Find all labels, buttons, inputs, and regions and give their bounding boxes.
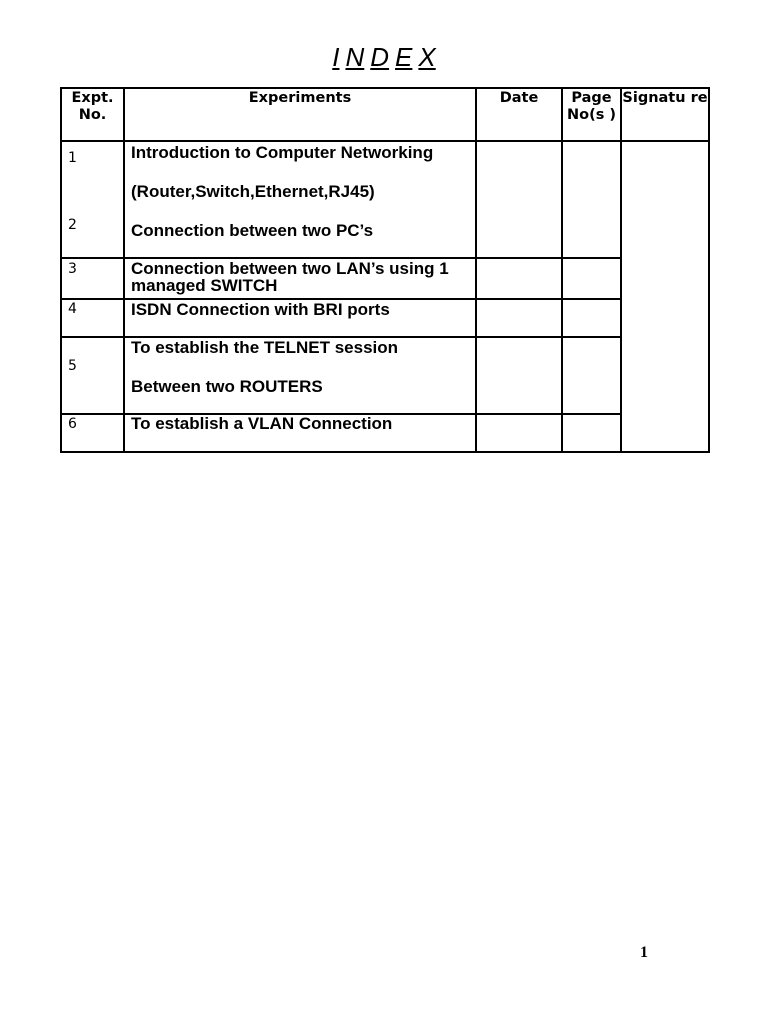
table-row: [61, 258, 709, 299]
experiment-text: Introduction to Computer Networking: [131, 143, 434, 162]
table-row: [61, 299, 709, 337]
experiment-text: Between two ROUTERS: [131, 377, 323, 396]
experiment-text: ISDN Connection with BRI ports: [131, 300, 390, 319]
date-cell: [476, 337, 562, 414]
header-page-nos: Page No(s ): [562, 88, 621, 141]
expt-no-cell: [61, 337, 124, 414]
page-cell: [562, 337, 621, 414]
page-cell: [562, 414, 621, 452]
index-title: [0, 42, 768, 73]
header-date: Date: [476, 88, 562, 141]
expt-no-cell: [61, 299, 124, 337]
expt-no-cell: [61, 141, 124, 258]
page-cell: [562, 141, 621, 258]
experiment-cell: [124, 141, 476, 258]
title-letter: I: [332, 42, 340, 72]
date-cell: [476, 414, 562, 452]
header-experiments: Experiments: [124, 88, 476, 141]
experiment-cell: [124, 337, 476, 414]
experiment-text: To establish a VLAN Connection: [131, 414, 393, 433]
expt-no: 6: [68, 416, 77, 432]
expt-no-cell: [61, 258, 124, 299]
signature-cell: [621, 141, 709, 452]
table-row: [61, 141, 709, 258]
title-letter: X: [418, 42, 436, 72]
table-row: [61, 414, 709, 452]
experiment-cell: [124, 299, 476, 337]
expt-no: 3: [68, 261, 77, 277]
title-letter: N: [345, 42, 365, 72]
page-cell: [562, 299, 621, 337]
expt-no: 2: [68, 217, 77, 233]
date-cell: [476, 258, 562, 299]
title-letter: D: [370, 42, 390, 72]
experiment-cell: [124, 258, 476, 299]
expt-no: 1: [68, 150, 77, 166]
experiment-text: Connection between two LAN’s using 1 managed SWITCH: [131, 259, 449, 295]
expt-no: 4: [68, 301, 77, 317]
page-cell: [562, 258, 621, 299]
index-table: [60, 87, 710, 453]
table-row: [61, 337, 709, 414]
experiment-text: To establish the TELNET session: [131, 338, 399, 357]
date-cell: [476, 299, 562, 337]
header-expt-no: Expt. No.: [61, 88, 124, 141]
title-letter: E: [395, 42, 413, 72]
expt-no-cell: [61, 414, 124, 452]
header-row: [61, 88, 709, 141]
experiment-cell: [124, 414, 476, 452]
page-number: 1: [640, 944, 648, 961]
expt-no: 5: [68, 358, 77, 374]
date-cell: [476, 141, 562, 258]
header-signature: Signatu re: [621, 88, 709, 141]
experiment-text: (Router,Switch,Ethernet,RJ45): [131, 182, 375, 201]
experiment-text: Connection between two PC’s: [131, 221, 374, 240]
